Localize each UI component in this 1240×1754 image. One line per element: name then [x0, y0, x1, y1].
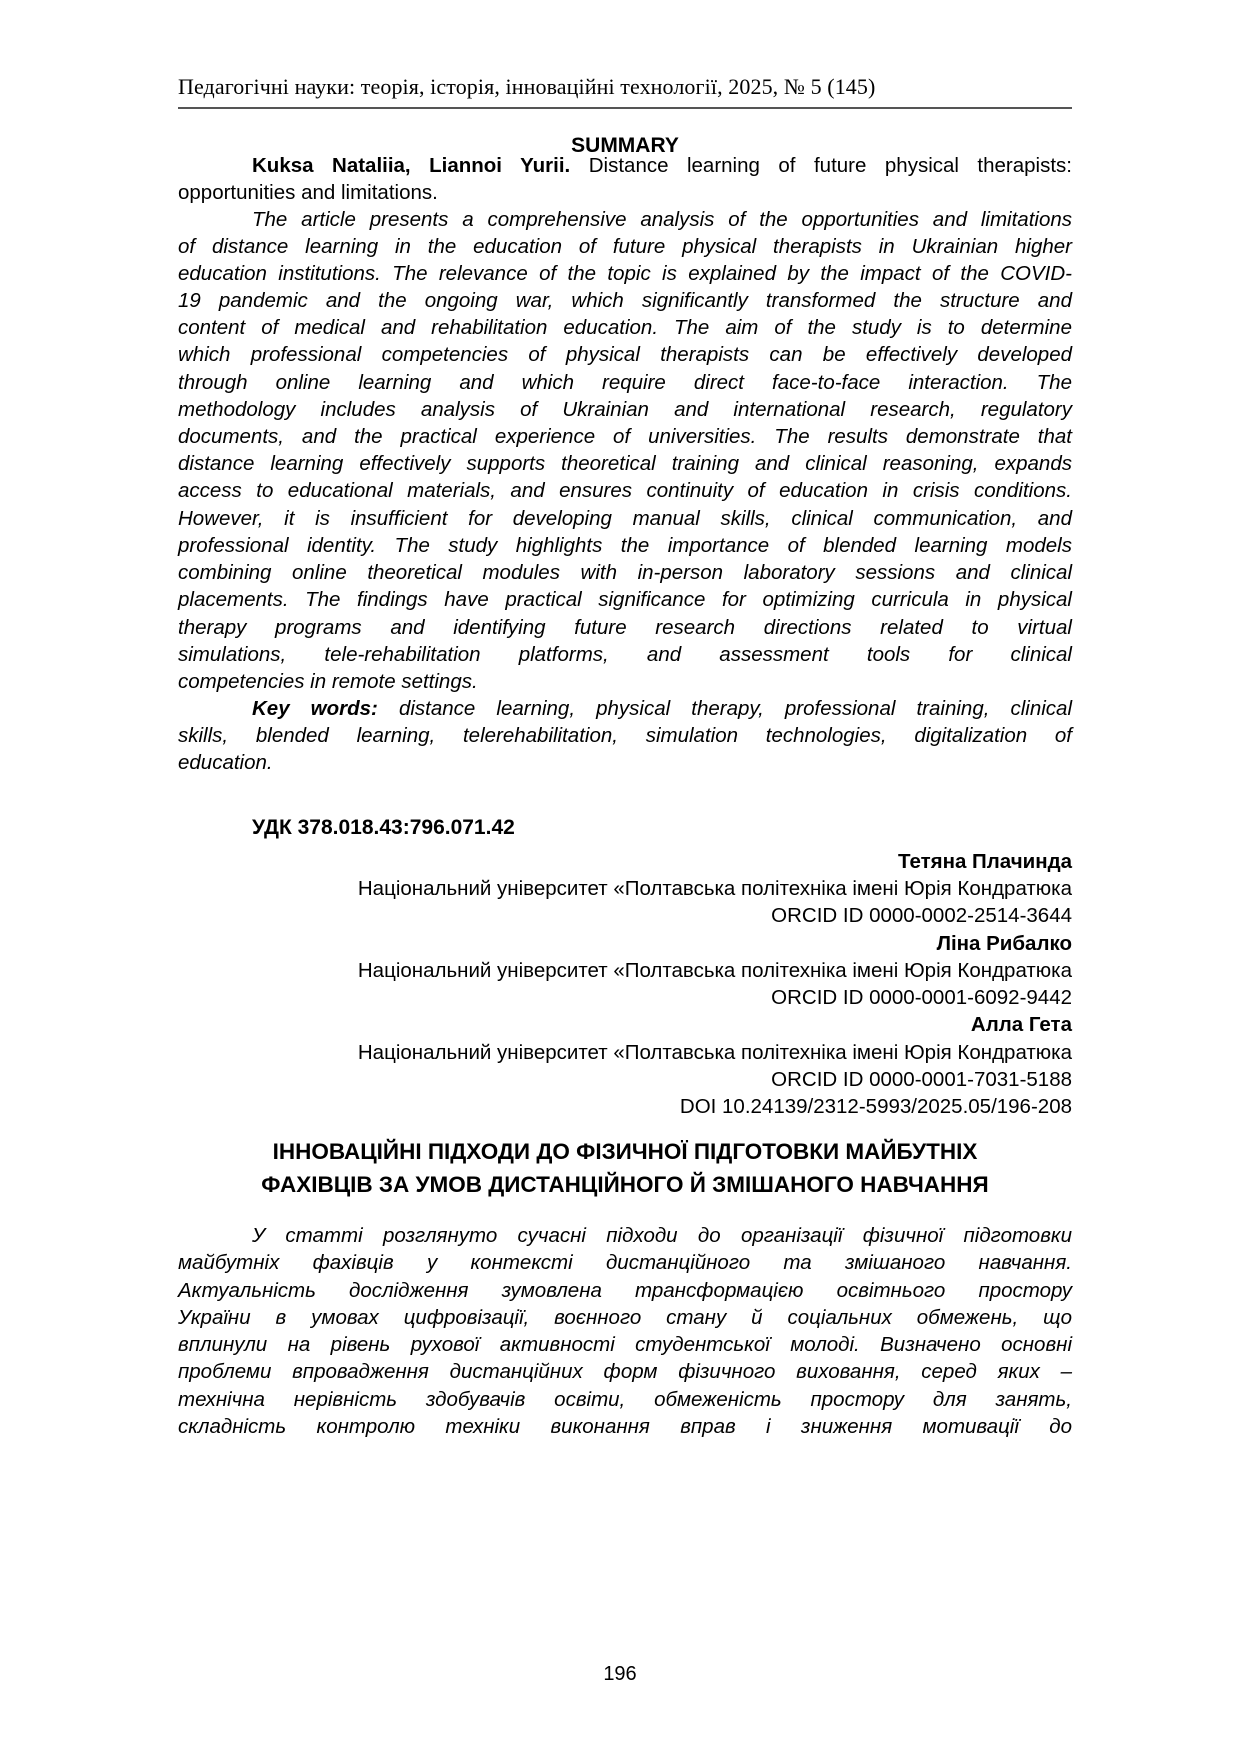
header-divider: [178, 107, 1072, 109]
summary-authors: Kuksa Nataliia, Liannoi Yurii.: [252, 154, 571, 177]
summary-abstract-line: access to educational materials, and ensures continuity of education in crisis conditions.: [178, 479, 1072, 502]
author-affiliation: Національний університет «Полтавська політехніка імені Юрія Кондратюка: [357, 877, 1072, 900]
doi: DOI 10.24139/2312-5993/2025.05/196-208: [679, 1095, 1072, 1118]
summary-abstract-line: documents, and the practical experience of universities. The results demonstrate that: [178, 425, 1072, 448]
article-abstract-line: технічна нерівність здобувачів освіти, обмеженість простору для занять,: [178, 1388, 1072, 1411]
article-abstract-line: України в умовах цифровізації, воєнного стану й соціальних обмежень, що: [178, 1306, 1072, 1329]
author-orcid: ORCID ID 0000-0001-6092-9442: [771, 986, 1072, 1009]
summary-abstract-line: placements. The findings have practical significance for optimizing curricula in physical: [178, 588, 1072, 611]
article-abstract-line: Актуальність дослідження зумовлена трансформацією освітнього простору: [178, 1279, 1072, 1302]
keywords-label: Key words:: [252, 697, 378, 720]
article-abstract-line: майбутніх фахівців у контексті дистанційного та змішаного навчання.: [178, 1251, 1072, 1274]
summary-abstract-line: content of medical and rehabilitation education. The aim of the study is to determine: [178, 316, 1072, 339]
summary-abstract-line: therapy programs and identifying future research directions related to virtual: [178, 616, 1072, 639]
author-name: Ліна Рибалко: [936, 932, 1072, 955]
author-name: Тетяна Плачинда: [897, 850, 1072, 873]
summary-abstract-line: combining online theoretical modules with in-person laboratory sessions and clinical: [178, 561, 1072, 584]
summary-abstract-line: of distance learning in the education of future physical therapists in Ukrainian higher: [178, 235, 1072, 258]
summary-heading: SUMMARY: [571, 134, 679, 157]
summary-abstract-line: competencies in remote settings.: [178, 670, 478, 693]
author-orcid: ORCID ID 0000-0001-7031-5188: [771, 1068, 1072, 1091]
keywords-text: distance learning, physical therapy, professional training, clinical: [377, 697, 1073, 720]
author-affiliation: Національний університет «Полтавська політехніка імені Юрія Кондратюка: [357, 1041, 1072, 1064]
summary-abstract-line: The article presents a comprehensive analysis of the opportunities and limitations: [252, 208, 1072, 231]
summary-title-part-1: Distance learning of future physical therapists:: [570, 154, 1073, 177]
article-abstract-line: вплинули на рівень рухової активності студентської молоді. Визначено основні: [178, 1333, 1072, 1356]
summary-abstract-line: distance learning effectively supports theoretical training and clinical reasoning, expands: [178, 452, 1072, 475]
article-abstract-line: проблеми впровадження дистанційних форм фізичного виховання, серед яких –: [178, 1360, 1072, 1383]
udk-code: УДК 378.018.43:796.071.42: [252, 816, 515, 839]
summary-abstract-line: professional identity. The study highlights the importance of blended learning models: [178, 534, 1072, 557]
article-abstract-line: У статті розглянуто сучасні підходи до організації фізичної підготовки: [252, 1224, 1072, 1247]
summary-abstract-line: education institutions. The relevance of the topic is explained by the impact of the COVID-: [178, 262, 1072, 285]
running-header: Педагогічні науки: теорія, історія, інноваційні технології, 2025, № 5 (145): [178, 74, 876, 99]
article-abstract-line: складність контролю техніки виконання вправ і зниження мотивації до: [178, 1415, 1072, 1438]
author-name: Алла Гета: [970, 1013, 1072, 1036]
summary-abstract-line: methodology includes analysis of Ukrainian and international research, regulatory: [178, 398, 1072, 421]
summary-title-part-2: opportunities and limitations.: [178, 181, 438, 204]
page-number: 196: [603, 1663, 637, 1685]
article-title-line: ІННОВАЦІЙНІ ПІДХОДИ ДО ФІЗИЧНОЇ ПІДГОТОВКИ МАЙБУТНІХ: [272, 1139, 978, 1164]
summary-keywords-line-1: [178, 694, 1072, 724]
summary-abstract-line: simulations, tele-rehabilitation platforms, and assessment tools for clinical: [178, 643, 1072, 666]
summary-abstract-line: However, it is insufficient for developing manual skills, clinical communication, and: [178, 507, 1072, 530]
summary-abstract-line: which professional competencies of physical therapists can be effectively developed: [178, 343, 1072, 366]
summary-abstract-line: 19 pandemic and the ongoing war, which significantly transformed the structure and: [178, 289, 1072, 312]
summary-keywords-line: skills, blended learning, telerehabilitation, simulation technologies, digitalization of: [178, 724, 1072, 747]
summary-abstract-line: through online learning and which require direct face-to-face interaction. The: [178, 371, 1072, 394]
article-title-line: ФАХІВЦІВ ЗА УМОВ ДИСТАНЦІЙНОГО Й ЗМІШАНОГО НАВЧАННЯ: [261, 1172, 989, 1197]
summary-keywords-line: education.: [178, 751, 273, 774]
author-affiliation: Національний університет «Полтавська політехніка імені Юрія Кондратюка: [357, 959, 1072, 982]
summary-citation-line-1: [178, 151, 1072, 181]
author-orcid: ORCID ID 0000-0002-2514-3644: [771, 904, 1072, 927]
